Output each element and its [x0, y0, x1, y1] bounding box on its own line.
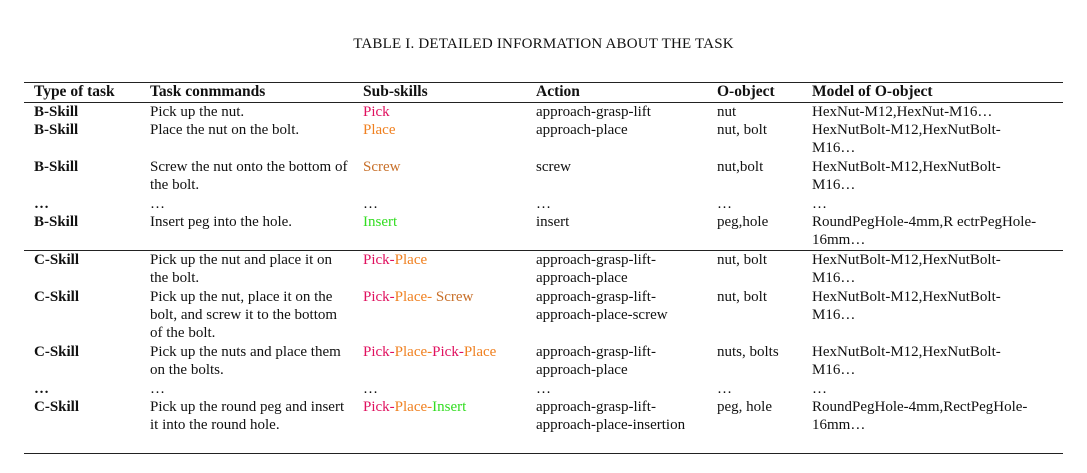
cell-task-type: C-Skill — [34, 252, 80, 268]
sub-skill-segment: Pick — [363, 399, 390, 415]
cell-model-of-o-object: RoundPegHole-4mm,RectPegHole-16mm… — [812, 399, 1028, 433]
cell-task-command: Screw the nut onto the bottom of the bolt. — [150, 159, 348, 193]
table-body — [24, 103, 1063, 453]
header-action: Action — [536, 83, 580, 100]
table-row — [24, 158, 1063, 195]
sub-skill-segment: Pick — [432, 344, 459, 360]
cell-task-command: Pick up the nut. — [150, 104, 245, 120]
cell-model-of-o-object: HexNutBolt-M12,HexNutBolt-M16… — [812, 122, 1001, 156]
cell-task-type: B-Skill — [34, 104, 79, 120]
cell-sub-skills — [363, 288, 528, 306]
header-model-of-o-object: Model of O-object — [812, 83, 933, 100]
cell-task-command: Pick up the nut and place it on the bolt. — [150, 252, 333, 286]
header-task-commands: Task conmmands — [150, 83, 266, 100]
sub-skill-segment: Screw — [363, 159, 401, 175]
sub-skill-segment: - — [427, 399, 433, 415]
cell-o-object: nut, bolt — [717, 252, 768, 268]
cell-action: screw — [536, 159, 571, 175]
cell-action: approach-grasp-lift-approach-place — [536, 344, 656, 378]
cell-model-of-o-object: … — [812, 196, 827, 212]
sub-skill-segment: - — [389, 344, 395, 360]
sub-skill-segment: … — [363, 381, 378, 397]
header-type-of-task: Type of task — [34, 83, 115, 100]
cell-o-object: nut — [717, 104, 737, 120]
cell-sub-skills — [363, 343, 528, 361]
sub-skill-segment: - — [389, 252, 395, 268]
cell-action: insert — [536, 214, 570, 230]
table-row — [24, 380, 1063, 398]
sub-skill-segment: … — [363, 196, 378, 212]
cell-task-type: C-Skill — [34, 289, 80, 305]
cell-sub-skills — [363, 158, 528, 176]
cell-model-of-o-object: HexNutBolt-M12,HexNutBolt-M16… — [812, 344, 1001, 378]
cell-sub-skills — [363, 121, 528, 139]
sub-skill-segment: Screw — [435, 289, 474, 305]
cell-action: approach-grasp-lift-approach-place-insertion — [536, 399, 686, 433]
sub-skill-segment: Place — [463, 344, 497, 360]
cell-task-command: … — [150, 381, 165, 397]
sub-skill-segment: Place — [394, 289, 428, 305]
cell-sub-skills — [363, 103, 528, 121]
cell-model-of-o-object: HexNutBolt-M12,HexNutBolt-M16… — [812, 252, 1001, 286]
cell-o-object: nuts, bolts — [717, 344, 779, 360]
cell-task-command: Place the nut on the bolt. — [150, 122, 300, 138]
sub-skill-segment: - — [427, 344, 433, 360]
cell-sub-skills — [363, 398, 528, 416]
cell-model-of-o-object: HexNutBolt-M12,HexNutBolt-M16… — [812, 289, 1001, 323]
cell-task-type: B-Skill — [34, 159, 79, 175]
sub-skill-segment: Insert — [432, 399, 467, 415]
sub-skill-segment: Pick — [363, 289, 390, 305]
cell-model-of-o-object: … — [812, 381, 827, 397]
sub-skill-segment: - — [389, 289, 395, 305]
cell-task-type: C-Skill — [34, 399, 80, 415]
cell-o-object: … — [717, 196, 732, 212]
cell-task-command: Pick up the nuts and place them on the bolts. — [150, 344, 341, 378]
cell-o-object: … — [717, 381, 732, 397]
table-row — [24, 195, 1063, 213]
cell-task-type: B-Skill — [34, 122, 79, 138]
cell-task-command: Pick up the round peg and insert it into the round hole. — [150, 399, 345, 433]
table-row — [24, 398, 1063, 453]
cell-task-command: Insert peg into the hole. — [150, 214, 293, 230]
sub-skill-segment: - — [427, 289, 436, 305]
cell-o-object: peg, hole — [717, 399, 772, 415]
cell-sub-skills — [363, 213, 528, 231]
task-table — [24, 82, 1063, 454]
sub-skill-segment: - — [389, 399, 395, 415]
sub-skill-segment: Pick — [363, 344, 390, 360]
sub-skill-segment: - — [458, 344, 464, 360]
cell-sub-skills — [363, 195, 528, 213]
cell-task-type: … — [34, 196, 49, 212]
cell-task-type: C-Skill — [34, 344, 80, 360]
cell-action: approach-place — [536, 122, 628, 138]
cell-o-object: peg,hole — [717, 214, 769, 230]
cell-task-command: … — [150, 196, 165, 212]
table-row — [24, 250, 1063, 288]
cell-model-of-o-object: HexNut-M12,HexNut-M16… — [812, 104, 993, 120]
sub-skill-segment: Place — [394, 399, 428, 415]
cell-task-type: B-Skill — [34, 214, 79, 230]
cell-action: … — [536, 381, 551, 397]
sub-skill-segment: Pick — [363, 104, 390, 120]
sub-skill-segment: Place — [394, 252, 428, 268]
cell-action: approach-grasp-lift — [536, 104, 651, 120]
cell-model-of-o-object: RoundPegHole-4mm,R ectrPegHole-16mm… — [812, 214, 1037, 248]
cell-sub-skills — [363, 251, 528, 269]
table-header-row — [24, 83, 1063, 103]
cell-o-object: nut,bolt — [717, 159, 764, 175]
cell-action: approach-grasp-lift-approach-place — [536, 252, 656, 286]
table-caption: TABLE I. DETAILED INFORMATION ABOUT THE TASK — [353, 36, 734, 52]
cell-model-of-o-object: HexNutBolt-M12,HexNutBolt-M16… — [812, 159, 1001, 193]
sub-skill-segment: Insert — [363, 214, 398, 230]
cell-o-object: nut, bolt — [717, 289, 768, 305]
sub-skill-segment: Pick — [363, 252, 390, 268]
table-row — [24, 121, 1063, 158]
cell-action: approach-grasp-lift-approach-place-screw — [536, 289, 668, 323]
cell-action: … — [536, 196, 551, 212]
table-row — [24, 288, 1063, 343]
table-row — [24, 103, 1063, 121]
header-o-object: O-object — [717, 83, 775, 100]
cell-task-type: … — [34, 381, 49, 397]
cell-sub-skills — [363, 380, 528, 398]
sub-skill-segment: Place — [394, 344, 428, 360]
cell-o-object: nut, bolt — [717, 122, 768, 138]
cell-task-command: Pick up the nut, place it on the bolt, and screw it to the bottom of the bolt. — [150, 289, 338, 341]
table-row — [24, 343, 1063, 380]
sub-skill-segment: Place — [363, 122, 396, 138]
table-row — [24, 213, 1063, 250]
header-sub-skills: Sub-skills — [363, 83, 428, 100]
